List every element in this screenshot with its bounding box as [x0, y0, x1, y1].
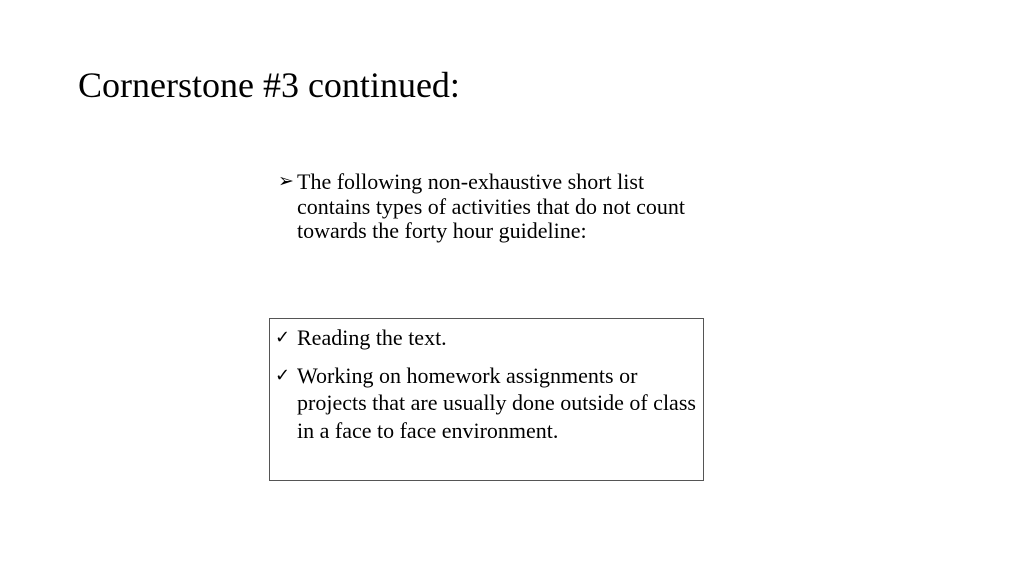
list-item	[275, 324, 697, 352]
arrowhead-bullet-icon: ➢	[278, 171, 294, 192]
checkmark-icon: ✓	[275, 364, 291, 386]
intro-text: The following non-exhaustive short list contains types of activities that do not count towards the forty hour guideline:	[297, 169, 685, 243]
list-item	[275, 362, 697, 445]
slide-title: Cornerstone #3 continued:	[78, 65, 460, 105]
activities-box	[269, 318, 704, 481]
checkmark-icon: ✓	[275, 327, 291, 348]
intro-bullet	[278, 170, 698, 244]
list-item-text: Working on homework assignments or projects that are usually done outside of class in a face to face environment.	[297, 362, 696, 443]
activities-list	[275, 324, 697, 454]
list-item-text: Reading the text.	[297, 325, 447, 350]
